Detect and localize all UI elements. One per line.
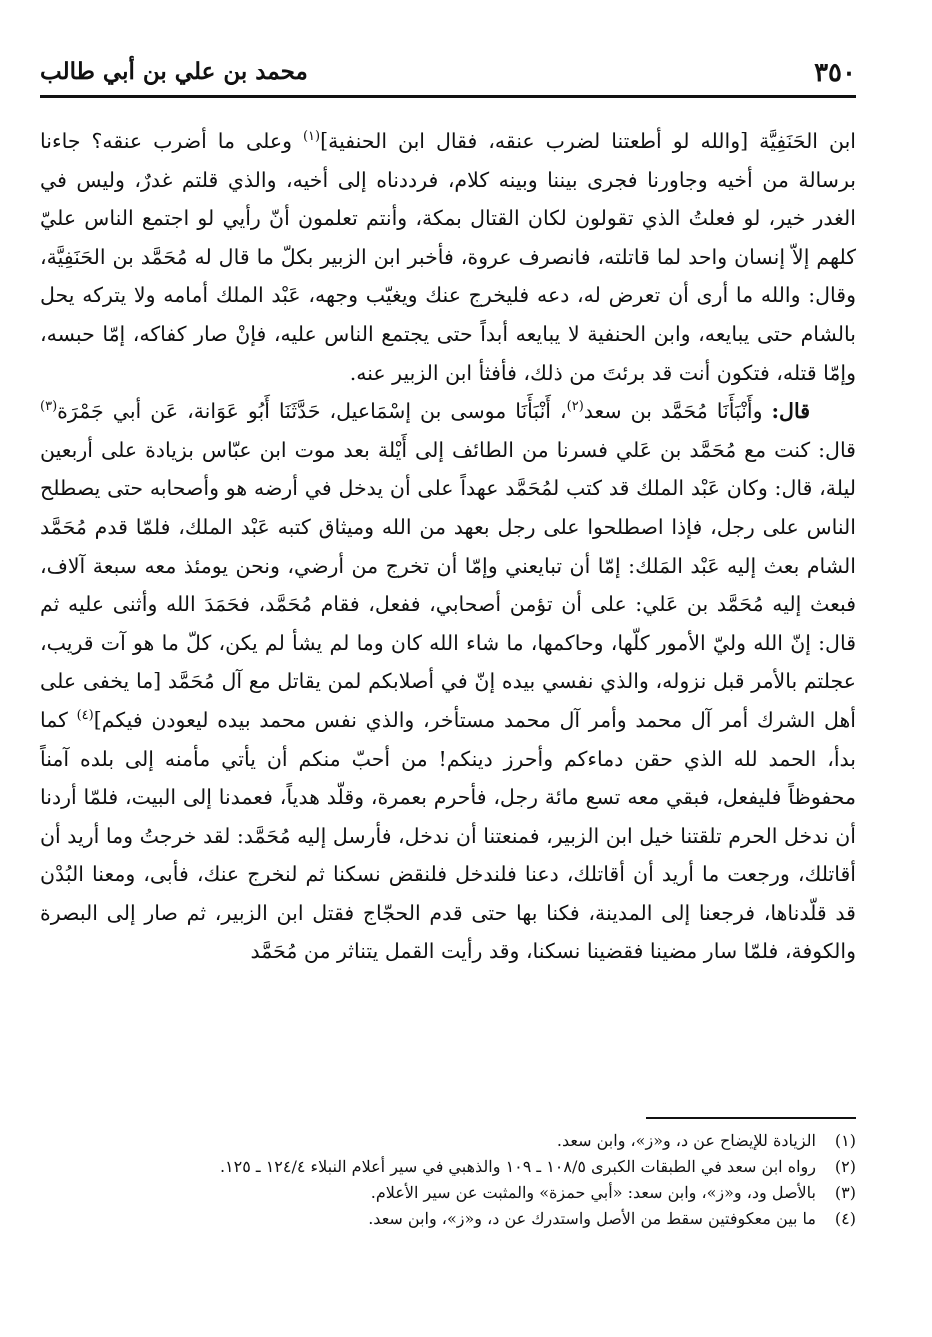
main-text: [40, 122, 856, 971]
footnotes: [40, 1128, 856, 1232]
footnote-text: ما بين معكوفتين سقط من الأصل واستدرك عن د، و«ز»، وابن سعد.: [368, 1209, 816, 1228]
paragraph-lead: قال:: [771, 399, 810, 424]
footnote-text: رواه ابن سعد في الطبقات الكبرى ١٠٨/٥ ـ ١٠٩ والذهبي في سير أعلام النبلاء ١٢٤/٤ ـ ١٢٥.: [219, 1157, 816, 1176]
page-number: ٣٥٠: [814, 58, 856, 88]
paragraph-text: وأَنْبَأَنَا مُحَمَّد بن سعد: [583, 399, 772, 424]
page-header: [40, 52, 856, 94]
footnote-reference: (٣): [40, 399, 58, 415]
paragraph-text: وعلى ما أضرب عنقه؟ جاءنا برسالة من أخيه وجاورنا فجرى بيننا وبينه كلام، فرددناه إلى أخيه، والذي قلتم غدرٌ، وليس في الغدر خير، لو فعلتُ الذي تقولون لكان القتال بمكة، وأنتم تعلمون أنّ رأيي لو اجتمع الناس عليّ كلهم إلاّ إنسان واحد لما قاتلته، فانصرف عروة، فأخبر ابن الزبير بكلّ ما قال له مُحَمَّد بن الحَنَفِيَّة، وقال: والله ما أرى أن تعرض له، دعه فليخرج عنك ويغيّب وجهه، عَبْد الملك أمامه ولا يتركه يحل بالشام حتى يبايعه، وابن الحنفية لا يبايعه أبداً حتى يجتمع الناس عليه، فإنْ صار كفاكه، إمّا حبسه، وإمّا قتله، فتكون أنت قد برئتَ من ذلك، فأفثأ ابن الزبير عنه.: [40, 129, 856, 385]
footnote-reference: (٢): [566, 399, 584, 415]
footnote: [40, 1206, 856, 1232]
footnote: [40, 1180, 856, 1206]
footnote-reference: (٤): [76, 708, 94, 724]
footnote-separator: [646, 1117, 856, 1119]
footnote-text: الزيادة للإيضاح عن د، و«ز»، وابن سعد.: [556, 1131, 816, 1150]
footnote-number: (٤): [834, 1209, 856, 1228]
paragraph-text: قال: كنت مع مُحَمَّد بن عَلي فسرنا من الطائف إلى أَيْلة بعد موت ابن عبّاس بزيادة على أربعين ليلة، قال: وكان عَبْد الملك قد كتب لمُحَمَّد عهداً على أن يدخل في أرضه هو وأصحابه حتى يصطلح الناس على رجل، فإذا اصطلحوا على رجل بعهد من الله وميثاق كتبه عَبْد الملك، فلمّا قدم مُحَمَّد الشام بعث إليه عَبْد المَلك: إمّا أن تبايعني وإمّا أن تخرج من أرضي، ونحن يومئذ معه سبعة آلاف، فبعث إليه مُحَمَّد بن عَلي: على أن تؤمن أصحابي، ففعل، فقام مُحَمَّد، فحَمَدَ الله وأثنى عليه ثم قال: إنّ الله وليّ الأمور كلّها، وحاكمها، ما شاء الله كان وما لم يشأ لم يكن، كلّ ما هو آت قريب، عجلتم بالأمر قبل نزوله، والذي نفسي بيده إنّ في أصلابكم لمن يقاتل مع آل مُحَمَّد [ما يخفى على أهل الشرك أمر آل محمد وأمر آل محمد مستأخر، والذي نفس محمد بيده ليعودن فيكم]: [40, 437, 857, 732]
paragraph-text: ابن الحَنَفِيَّة [والله لو أطعتنا لضرب عنقه، فقال ابن الحنفية]: [320, 129, 856, 153]
paragraph-text: كما بدأ، الحمد لله الذي حقن دماءكم وأحرز دينكم! من أحبّ منكم أن يأتي مأمنه إلى بلده آمناً محفوظاً فليفعل، فبقي معه تسع مائة رجل، فأحرم بعمرة، وقلّد هدياً، فعمدنا إلى البيت، فلمّا أردنا أن ندخل الحرم تلقتنا خيل ابن الزبير، فمنعتنا أن ندخل، فأرسل إليه مُحَمَّد: لقد خرجتُ وما أريد أن أقاتلك، ورجعت ما أريد أن أقاتلك، دعنا فلندخل فلنقض نسكنا ثم لنخرج عنك، فأبى، ومعنا البُدْن قد قلّدناها، فرجعنا إلى المدينة، فكنا بها حتى قدم الحجّاج فقتل ابن الزبير، ثم صار إلى البصرة والكوفة، فلمّا سار مضينا فقضينا نسكنا، وقد رأيت القمل يتناثر من مُحَمَّد: [40, 707, 856, 964]
paragraph-text: ، أَنْبَأَنَا موسى بن إسْمَاعيل، حَدَّثَنَا أَبُو عَوَانة، عَن أبي جَمْرَة: [57, 399, 567, 424]
footnote-reference: (١): [302, 129, 321, 145]
footnote-number: (٢): [834, 1157, 856, 1176]
footnote-number: (٣): [834, 1183, 856, 1202]
footnote: [40, 1128, 856, 1154]
footnote-number: (١): [834, 1131, 856, 1150]
header-rule: [40, 95, 856, 98]
running-title: محمد بن علي بن أبي طالب: [40, 58, 308, 85]
footnote: [40, 1154, 856, 1180]
paragraph: [40, 122, 856, 392]
footnote-text: بالأصل ود، و«ز»، وابن سعد: «أبي حمزة» والمثبت عن سير الأعلام.: [370, 1183, 816, 1202]
paragraph: [40, 392, 856, 971]
